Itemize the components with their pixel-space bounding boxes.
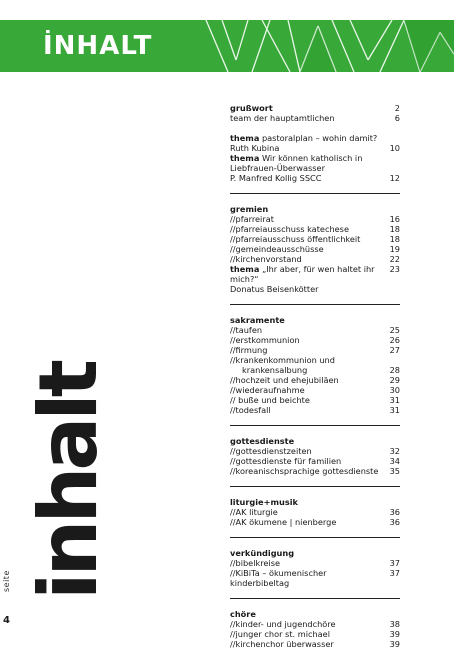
entry-page-number: 26 xyxy=(389,335,400,345)
entry-text: //erstkommunion xyxy=(230,335,300,345)
toc-section xyxy=(230,193,400,304)
entry-page-number: 36 xyxy=(389,517,400,527)
toc-section xyxy=(230,486,400,537)
entry-text: pastoralplan – wohin damit? xyxy=(259,133,378,143)
entry-keyword: grußwort xyxy=(230,103,273,113)
entry-text: krankensalbung xyxy=(242,365,308,375)
entry-title xyxy=(230,385,305,395)
entry-title xyxy=(230,234,360,244)
entry-text: //kirchenchor überwasser xyxy=(230,639,334,649)
toc-entry[interactable] xyxy=(230,446,400,456)
entry-title xyxy=(230,284,319,294)
vertical-title-word: inhalt xyxy=(22,363,115,600)
entry-title xyxy=(230,173,321,183)
entry-text: Ruth Kubina xyxy=(230,143,280,153)
entry-page-number: 31 xyxy=(389,405,400,415)
section-heading: verkündigung xyxy=(230,548,295,558)
toc-entry[interactable] xyxy=(230,375,400,385)
entry-text: //hochzeit und ehejubiläen xyxy=(230,375,339,385)
entry-page-number: 34 xyxy=(389,456,400,466)
toc-entry[interactable] xyxy=(230,568,400,588)
entry-title xyxy=(230,153,362,163)
entry-title xyxy=(230,375,339,385)
entry-title xyxy=(230,103,273,113)
entry-page-number: 31 xyxy=(389,395,400,405)
entry-text: //kirchenvorstand xyxy=(230,254,302,264)
entry-title xyxy=(230,619,336,629)
entry-page-number: 6 xyxy=(394,113,400,123)
toc-entry[interactable] xyxy=(230,517,400,527)
entry-title xyxy=(230,143,279,153)
toc-entry[interactable] xyxy=(230,365,400,375)
section-heading: sakramente xyxy=(230,315,285,325)
entry-text: //KiBiTa – ökumenischer kinderbibeltag xyxy=(230,568,327,588)
toc-entry[interactable] xyxy=(230,507,400,517)
entry-text: //gemeindeausschüsse xyxy=(230,244,324,254)
entry-text: //pfarreiausschuss katechese xyxy=(230,224,349,234)
entry-text: Liebfrauen-Überwasser xyxy=(230,163,325,173)
toc-section xyxy=(230,103,400,133)
entry-text: //bibelkreise xyxy=(230,558,281,568)
entry-title xyxy=(230,113,335,123)
entry-page-number: 22 xyxy=(389,254,400,264)
toc-section xyxy=(230,425,400,486)
section-heading: liturgie+musik xyxy=(230,497,298,507)
entry-text: //AK ökumene | nienberge xyxy=(230,517,337,527)
entry-text: P. Manfred Kollig SSCC xyxy=(230,173,322,183)
entry-title xyxy=(230,264,375,284)
toc-entry[interactable] xyxy=(230,133,400,143)
entry-page-number: 32 xyxy=(389,446,400,456)
toc-entry[interactable] xyxy=(230,395,400,405)
entry-title xyxy=(230,244,324,254)
toc-entry[interactable] xyxy=(230,335,400,345)
section-heading: gremien xyxy=(230,204,269,214)
entry-page-number: 28 xyxy=(389,365,400,375)
entry-title xyxy=(230,507,278,517)
entry-title xyxy=(230,325,262,335)
entry-text: //AK liturgie xyxy=(230,507,278,517)
entry-title xyxy=(230,335,300,345)
toc-section xyxy=(230,304,400,425)
entry-title xyxy=(230,629,330,639)
entry-title xyxy=(230,395,310,405)
entry-title xyxy=(230,517,336,527)
toc-entry[interactable] xyxy=(230,143,400,153)
entry-title xyxy=(230,224,349,234)
toc-entry[interactable] xyxy=(230,639,400,649)
entry-text: //wiederaufnahme xyxy=(230,385,305,395)
toc-section xyxy=(230,133,400,193)
entry-page-number: 23 xyxy=(389,264,400,274)
toc-entry[interactable] xyxy=(230,355,400,365)
toc-entry[interactable] xyxy=(230,284,400,294)
entry-title xyxy=(230,355,335,365)
entry-title xyxy=(230,639,334,649)
entry-text: //krankenkommunion und xyxy=(230,355,335,365)
toc-entry[interactable] xyxy=(230,264,400,284)
entry-title xyxy=(230,456,341,466)
entry-page-number: 27 xyxy=(389,345,400,355)
entry-keyword: thema xyxy=(230,264,260,274)
entry-page-number: 16 xyxy=(389,214,400,224)
header-banner xyxy=(0,20,454,72)
toc-entry[interactable] xyxy=(230,456,400,466)
entry-page-number: 25 xyxy=(389,325,400,335)
entry-title xyxy=(230,558,280,568)
entry-page-number: 37 xyxy=(389,568,400,578)
toc-entry[interactable] xyxy=(230,173,400,183)
entry-title xyxy=(230,568,327,588)
toc-entry[interactable] xyxy=(230,345,400,355)
entry-text: //taufen xyxy=(230,325,263,335)
entry-title xyxy=(230,405,271,415)
table-of-contents xyxy=(230,103,400,659)
entry-title xyxy=(230,446,312,456)
entry-page-number: 19 xyxy=(389,244,400,254)
entry-text: //gottesdienstzeiten xyxy=(230,446,312,456)
toc-section xyxy=(230,537,400,598)
entry-text: //koreanischsprachige gottesdienste xyxy=(230,466,379,476)
page-number: 4 xyxy=(3,615,10,626)
toc-entry[interactable] xyxy=(230,153,400,163)
section-heading: chöre xyxy=(230,609,256,619)
entry-text: „Ihr aber, für wen haltet ihr mich?“ xyxy=(230,264,375,284)
entry-page-number: 36 xyxy=(389,507,400,517)
entry-title xyxy=(230,254,302,264)
toc-entry[interactable] xyxy=(230,113,400,123)
entry-title xyxy=(230,466,378,476)
entry-page-number: 30 xyxy=(389,385,400,395)
entry-page-number: 10 xyxy=(389,143,400,153)
toc-entry[interactable] xyxy=(230,254,400,264)
entry-text: Donatus Beisenkötter xyxy=(230,284,319,294)
toc-entry[interactable] xyxy=(230,214,400,224)
entry-keyword: thema xyxy=(230,133,260,143)
section-heading: gottesdienste xyxy=(230,436,295,446)
page-title: İNHALT xyxy=(43,31,153,61)
entry-title xyxy=(230,163,325,173)
toc-entry[interactable] xyxy=(230,466,400,476)
entry-title xyxy=(230,345,267,355)
toc-entry[interactable] xyxy=(230,224,400,234)
entry-page-number: 18 xyxy=(389,234,400,244)
page-label: seite xyxy=(2,570,11,592)
entry-text: //pfarreiausschuss öffentlichkeit xyxy=(230,234,361,244)
entry-page-number: 29 xyxy=(389,375,400,385)
toc-entry[interactable] xyxy=(230,385,400,395)
toc-section xyxy=(230,598,400,659)
toc-entry[interactable] xyxy=(230,244,400,254)
entry-text: //kinder- und jugendchöre xyxy=(230,619,336,629)
toc-entry[interactable] xyxy=(230,619,400,629)
entry-text: Wir können katholisch in xyxy=(259,153,363,163)
toc-entry[interactable] xyxy=(230,163,400,173)
toc-entry[interactable] xyxy=(230,405,400,415)
entry-title xyxy=(242,365,307,375)
entry-page-number: 38 xyxy=(389,619,400,629)
entry-text: //junger chor st. michael xyxy=(230,629,330,639)
toc-entry[interactable] xyxy=(230,629,400,639)
entry-page-number: 12 xyxy=(389,173,400,183)
entry-text: team der hauptamtlichen xyxy=(230,113,335,123)
toc-entry[interactable] xyxy=(230,103,400,113)
entry-page-number: 18 xyxy=(389,224,400,234)
toc-entry[interactable] xyxy=(230,325,400,335)
entry-text: // buße und beichte xyxy=(230,395,310,405)
entry-page-number: 2 xyxy=(394,103,400,113)
entry-page-number: 37 xyxy=(389,558,400,568)
entry-keyword: thema xyxy=(230,153,260,163)
entry-page-number: 39 xyxy=(389,639,400,649)
entry-page-number: 39 xyxy=(389,629,400,639)
entry-text: //gottesdienste für familien xyxy=(230,456,342,466)
entry-title xyxy=(230,214,274,224)
entry-title xyxy=(230,133,377,143)
entry-page-number: 35 xyxy=(389,466,400,476)
toc-entry[interactable] xyxy=(230,558,400,568)
entry-text: //pfarreirat xyxy=(230,214,274,224)
entry-text: //todesfall xyxy=(230,405,271,415)
entry-text: //firmung xyxy=(230,345,268,355)
toc-entry[interactable] xyxy=(230,234,400,244)
